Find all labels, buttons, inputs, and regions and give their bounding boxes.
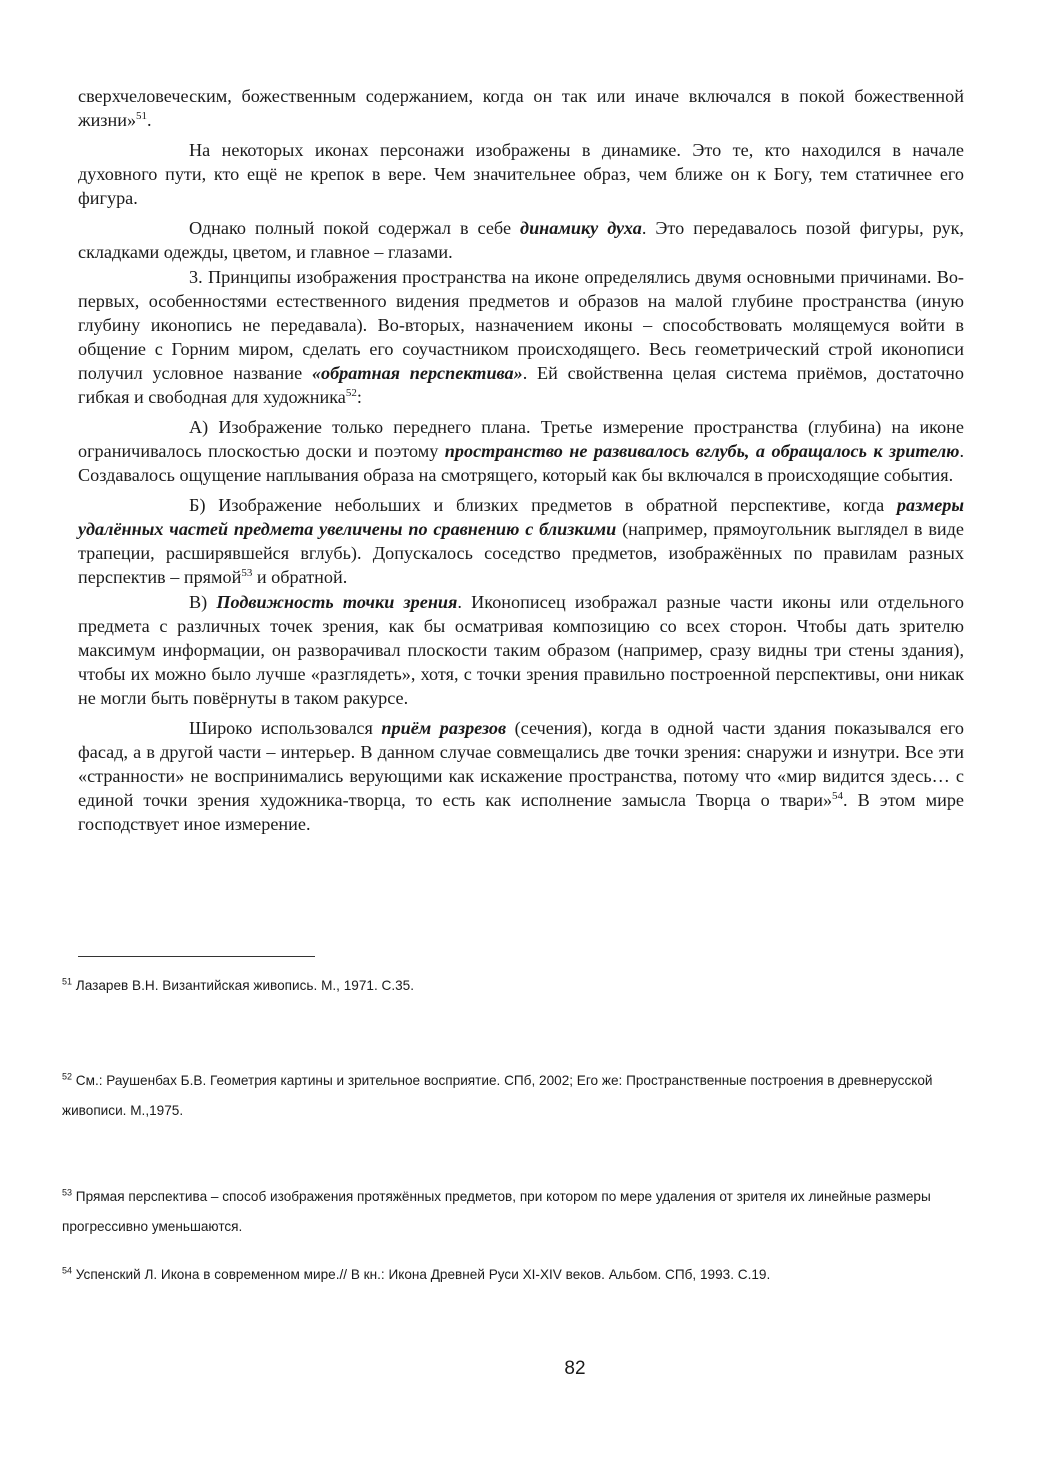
emphasis: приём разрезов — [381, 718, 507, 738]
footnote-text: Успенский Л. Икона в современном мире.// В кн.: Икона Древней Руси XI-XIV веков. Альбом. СПб, 1993. С.19. — [72, 1267, 771, 1282]
paragraph-text: Б) Изображение небольших и близких предметов в обратной перспективе, когда — [189, 495, 897, 515]
footnote — [62, 1066, 964, 1126]
footnote-text: См.: Раушенбах Б.В. Геометрия картины и зрительное восприятие. СПб, 2002; Его же: Пространственные построения в древнерусской живописи. М.,1975. — [62, 1073, 933, 1118]
footnote-number: 53 — [62, 1187, 73, 1198]
footnote-number: 52 — [62, 1071, 73, 1082]
footnote-text: Лазарев В.Н. Византийская живопись. М., 1971. С.35. — [72, 978, 415, 993]
paragraph-text: В) — [189, 592, 217, 612]
footnote-ref[interactable]: 53 — [241, 566, 253, 579]
footnote-number: 54 — [62, 1265, 73, 1276]
paragraph — [78, 590, 964, 710]
paragraph — [78, 216, 964, 264]
paragraph — [78, 493, 964, 589]
footnote — [62, 1182, 964, 1242]
paragraph-text: сверхчеловеческим, божественным содержанием, когда он так или иначе включался в покой божественной жизни» — [78, 86, 964, 130]
emphasis: «обратная перспектива» — [311, 363, 523, 383]
paragraph-text: А) Изображение только переднего плана. Третье измерение пространства (глубина) на иконе ограничивалось плоскостью доски и поэтому — [78, 417, 964, 461]
main-text — [78, 84, 964, 837]
paragraph — [78, 265, 964, 409]
emphasis: пространство не развивалось вглубь, а обращалось к зрителю — [444, 441, 960, 461]
emphasis: динамику духа — [520, 218, 642, 238]
footnote-ref[interactable]: 51 — [136, 109, 148, 122]
paragraph-text: . В этом мире господствует иное измерение. — [78, 790, 964, 834]
emphasis: размеры удалённых частей предмета увеличены по сравнению с близкими — [78, 495, 964, 539]
paragraph-text: Широко использовался — [189, 718, 382, 738]
paragraph-text: . Ей свойственна целая система приёмов, достаточно гибкая и свободная для художника — [78, 363, 964, 407]
footnote — [62, 971, 964, 1001]
paragraph-text: 3. Принципы изображения пространства на иконе определялись двумя основными причинами. Во-первых, особенностями естественного видения предметов и образов на малой глубине пространства (иную глубину иконопись не передавала). Во-вторых, назначением иконы – способствовать молящемуся войти в общение с Горним миром, сделать его соучастником происходящего. Весь геометрический строй иконописи получил условное название — [78, 267, 964, 383]
footnote-ref[interactable]: 52 — [345, 386, 357, 399]
paragraph — [78, 84, 964, 132]
footnote-separator — [78, 956, 315, 957]
page-number: 82 — [564, 1358, 586, 1379]
paragraph-text: (сечения), когда в одной части здания показывался его фасад, а в другой части – интерьер. В данном случае совмещались две точки зрения: снаружи и изнутри. Все эти «странности» не воспринимались верующими как искажение пространства, потому что «мир видится здесь… с единой точки зрения художника-творца, то есть как исполнение замысла Творца о твари» — [78, 718, 964, 810]
paragraph — [78, 716, 964, 836]
paragraph-text: (например, прямоугольник выглядел в виде трапеции, расширявшейся вглубь). Допускалось соседство предметов, изображённых по правилам разных перспектив – прямой — [78, 519, 964, 587]
paragraph-text: и обратной. — [252, 567, 348, 587]
paragraph-text: Однако полный покой содержал в себе — [189, 218, 521, 238]
footnote-number: 51 — [62, 976, 73, 987]
footnote-ref[interactable]: 54 — [832, 789, 844, 802]
paragraph-text: . Иконописец изображал разные части иконы или отдельного предмета с различных точек зрения, как бы осматривая композицию со всех сторон. Чтобы дать зрителю максимум информации, он разворачивал плоскости таким образом (например, сразу видны три стены здания), чтобы их можно было лучше «разглядеть», хотя, с точки зрения правильно построенной перспективы, они никак не могли быть повёрнуты в таком ракурсе. — [78, 592, 964, 708]
paragraph-text: : — [356, 387, 362, 407]
footnote — [62, 1260, 964, 1290]
footnote-text: Прямая перспектива – способ изображения протяжённых предметов, при котором по мере удаления от зрителя их линейные размеры прогрессивно уменьшаются. — [62, 1189, 931, 1234]
paragraph — [78, 415, 964, 487]
paragraph-text: . Создавалось ощущение наплывания образа на смотрящего, который как бы включался в происходящие события. — [78, 441, 964, 485]
paragraph-text: . Это передавалось позой фигуры, рук, складками одежды, цветом, и главное – глазами. — [78, 218, 964, 262]
emphasis: Подвижность точки зрения — [216, 592, 458, 612]
paragraph: На некоторых иконах персонажи изображены в динамике. Это те, кто находился в начале духовного пути, кто ещё не крепок в вере. Чем значительнее образ, чем ближе он к Богу, тем статичнее его фигура. — [78, 140, 964, 208]
paragraph-text: . — [147, 110, 152, 130]
